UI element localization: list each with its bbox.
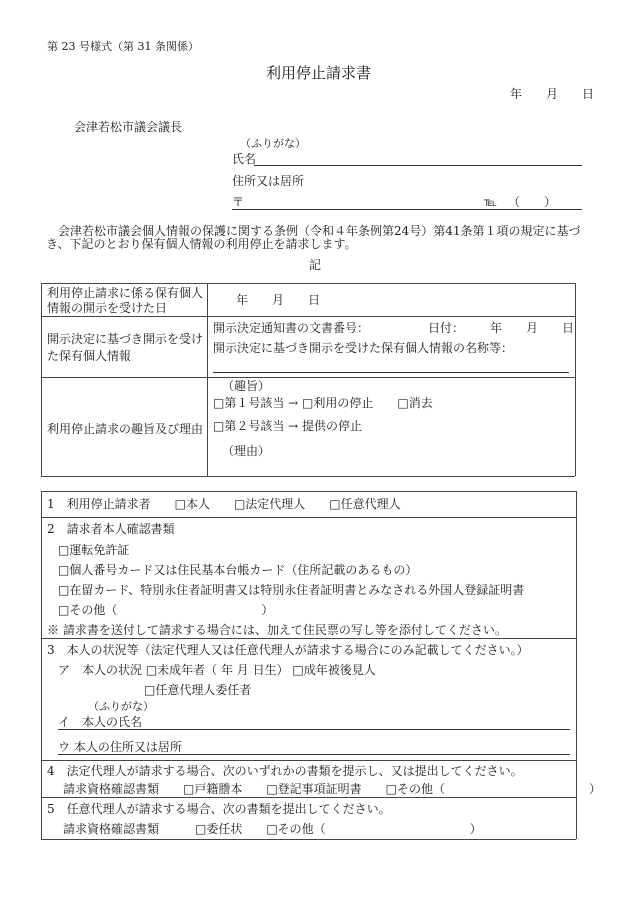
recipient: 会津若松市議会議長 [74,120,183,134]
form-number: 第 23 号様式（第 31 条関係） [47,40,199,53]
row2-label-1: 開示決定に基づき開示を受け [47,332,204,346]
page-title: 利用停止請求書 [266,64,372,82]
purpose-option-2[interactable]: □第２号該当 → 提供の停止 [213,419,363,433]
s1-requester[interactable]: 1 利用停止請求者 □本人 □法定代理人 □任意代理人 [47,497,401,511]
s5-docs[interactable]: 請求資格確認書類 □委任状 □その他（ ） [63,822,482,836]
applicant-furigana: （ふりがな） [240,137,306,150]
s2-note: ※ 請求書を送付して請求する場合には、加えて住民票の写し等を添付してください。 [47,623,507,637]
applicant-name-label: 氏名 [232,152,257,166]
doc-date-field[interactable]: 年 月 日 [490,321,575,335]
phone-paren: （ ） [508,195,557,209]
info-name-label: 開示決定に基づき開示を受けた保有個人情報の名称等： [213,341,514,355]
applicant-address-label: 住所又は居所 [232,174,305,188]
purpose-option-1[interactable]: □第１号該当 → □利用の停止 □消去 [213,396,433,410]
applicant-name-field[interactable] [254,165,582,166]
date-line: 年 月 日 [510,87,595,101]
s2-item-4[interactable]: □その他（ ） [58,603,274,617]
s3-name-field[interactable] [58,729,570,730]
intro-line-1: 会津若松市議会個人情報の保護に関する条例（令和４年条例第24号）第41条第１項の規定に基づ [46,224,581,238]
row3-label: 利用停止請求の趣旨及び理由 [47,422,204,436]
s4-docs[interactable]: 請求資格確認書類 □戸籍謄本 □登記事項証明書 □その他（ ） [63,782,602,796]
applicant-address-field[interactable] [232,209,582,210]
doc-date-label: 日付： [428,321,465,335]
purpose-heading: （趣旨） [222,379,271,393]
s3-heading: 3 本人の状況等（法定代理人又は任意代理人が請求する場合にのみ記載してください。） [47,643,529,657]
s2-item-2[interactable]: □個人番号カード又は住民基本台帳カード（住所記載のあるもの） [58,563,418,577]
s4-heading: 4 法定代理人が請求する場合、次のいずれかの書類を提示し、又は提出してください。 [47,764,523,778]
reason-heading: （理由） [222,444,271,458]
s2-item-1[interactable]: □運転免許証 [58,543,130,557]
s3-status-line-2[interactable]: □任意代理人委任者 [144,683,252,697]
s2-item-3[interactable]: □在留カード、特別永住者証明書又は特別永住者証明書とみなされる外国人登録証明書 [58,583,525,597]
row2-label-2: た保有個人情報 [47,349,132,363]
intro-line-2: き、下記のとおり保有個人情報の利用停止を請求します。 [46,237,357,251]
row1-label-2: 情報の開示を受けた日 [47,301,168,315]
info-name-field[interactable] [213,372,569,373]
doc-number-label: 開示決定通知書の文書番号： [213,321,370,335]
s3-address-field[interactable] [58,754,570,755]
s2-heading: 2 請求者本人確認書類 [47,522,175,536]
row1-label-1: 利用停止請求に係る保有個人 [47,286,204,300]
s3-name-label: イ 本人の氏名 [58,715,143,729]
ki-heading: 記 [309,258,322,272]
postal-mark: 〒 [232,195,245,209]
disclosure-date-field[interactable]: 年 月 日 [236,293,321,307]
s3-address-label: ウ 本人の住所又は居所 [58,740,182,754]
s3-furigana: （ふりがな） [88,700,154,713]
phone-mark: ℡ [484,195,497,209]
s5-heading: 5 任意代理人が請求する場合、次の書類を提出してください。 [47,802,391,816]
s3-status-line[interactable]: ア 本人の状況 □未成年者（ 年 月 日生） □成年被後見人 [58,663,376,677]
